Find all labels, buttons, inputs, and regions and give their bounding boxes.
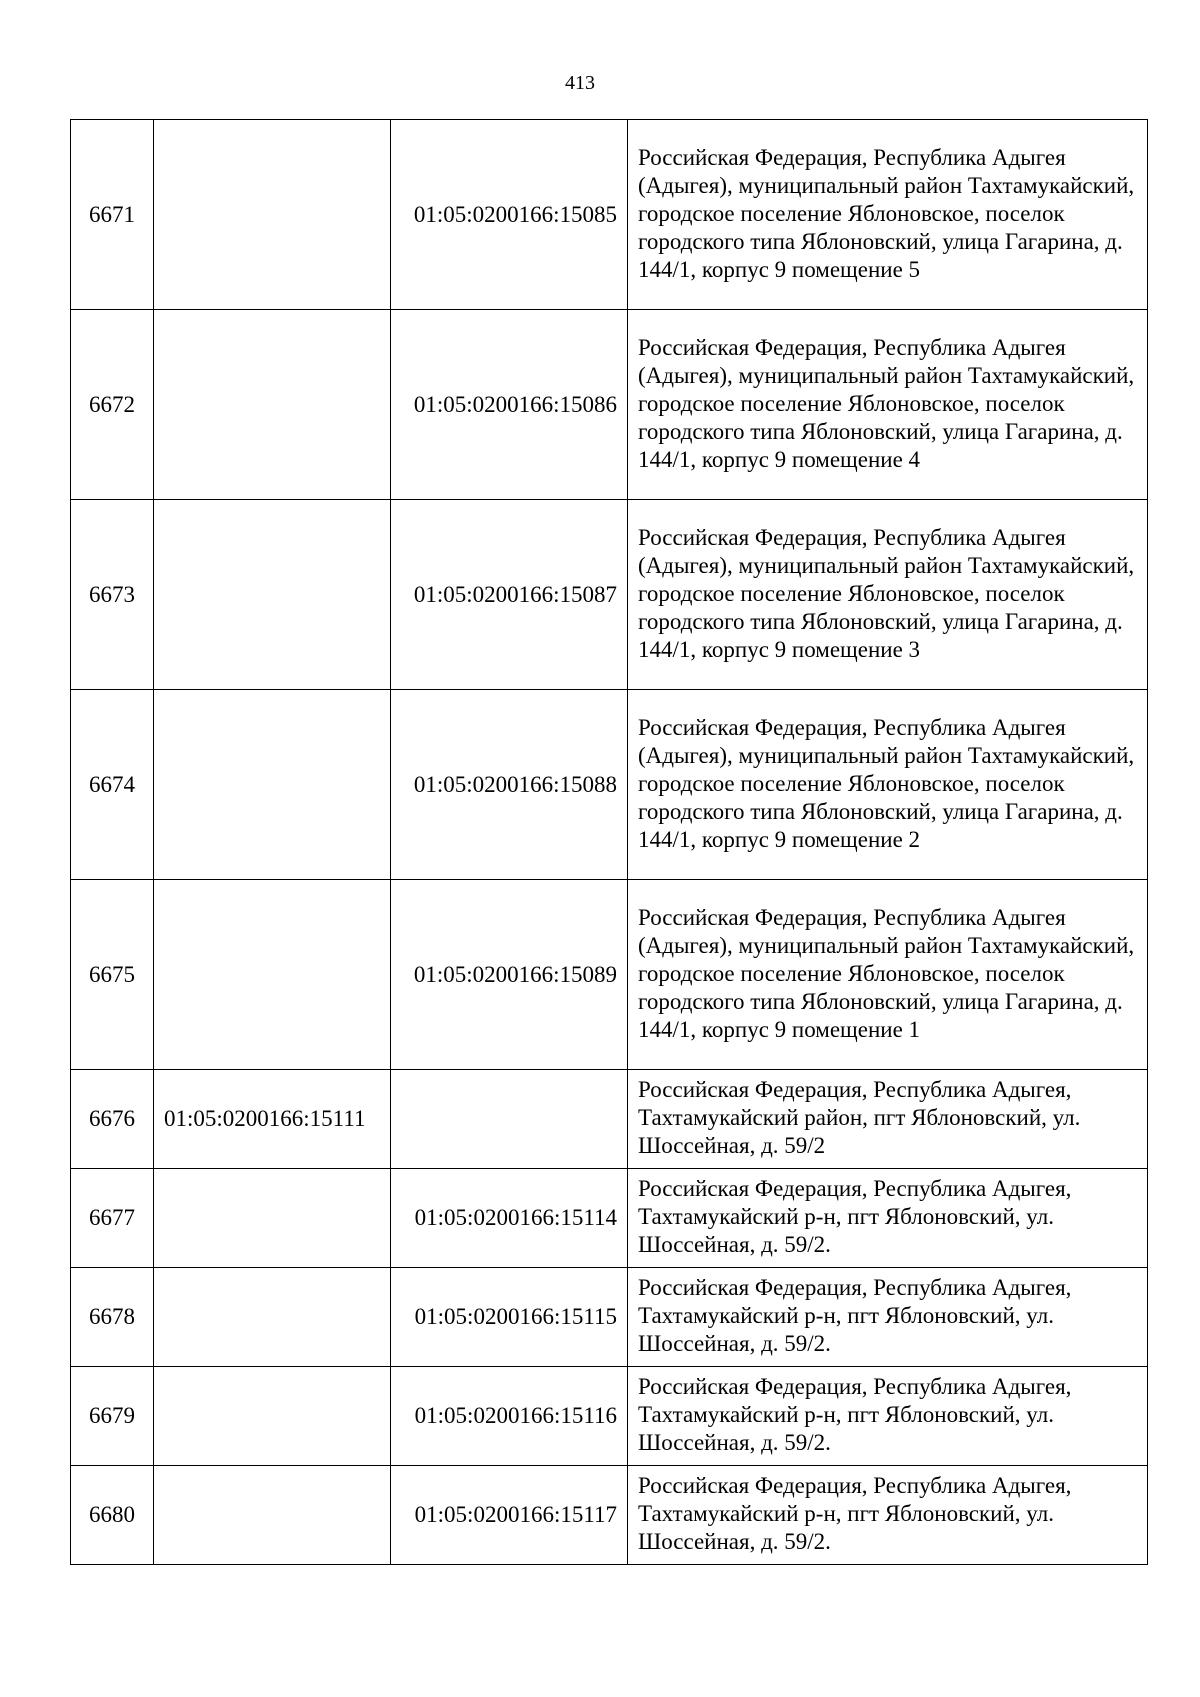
object-cadastral-cell: 01:05:0200166:15114 (391, 1169, 628, 1268)
land-cadastral-cell (154, 120, 391, 310)
row-number-cell: 6677 (71, 1169, 154, 1268)
address-cell: Российская Федерация, Республика Адыгея (Адыгея), муниципальный район Тахтамукайский, городское поселение Яблоновское, поселок городского типа Яблоновский, улица Гагарина, д. 144/1, корпус 9 помещение 2 (628, 690, 1148, 880)
row-number-cell: 6673 (71, 500, 154, 690)
land-cadastral-cell (154, 690, 391, 880)
table-row (71, 310, 1148, 500)
table-row (71, 1466, 1148, 1565)
object-cadastral-cell: 01:05:0200166:15088 (391, 690, 628, 880)
object-cadastral-cell: 01:05:0200166:15085 (391, 120, 628, 310)
object-cadastral-cell: 01:05:0200166:15087 (391, 500, 628, 690)
address-cell: Российская Федерация, Республика Адыгея, Тахтамукайский р-н, пгт Яблоновский, ул. Шоссейная, д. 59/2. (628, 1169, 1148, 1268)
registry-table (70, 119, 1148, 1565)
page-number: 413 (565, 72, 595, 94)
address-cell: Российская Федерация, Республика Адыгея, Тахтамукайский р-н, пгт Яблоновский, ул. Шоссейная, д. 59/2. (628, 1367, 1148, 1466)
object-cadastral-cell: 01:05:0200166:15115 (391, 1268, 628, 1367)
row-number-cell: 6672 (71, 310, 154, 500)
object-cadastral-cell (391, 1070, 628, 1169)
land-cadastral-cell: 01:05:0200166:15111 (154, 1070, 391, 1169)
land-cadastral-cell (154, 1268, 391, 1367)
address-cell: Российская Федерация, Республика Адыгея (Адыгея), муниципальный район Тахтамукайский, городское поселение Яблоновское, поселок городского типа Яблоновский, улица Гагарина, д. 144/1, корпус 9 помещение 4 (628, 310, 1148, 500)
row-number-cell: 6676 (71, 1070, 154, 1169)
row-number-cell: 6675 (71, 880, 154, 1070)
registry-table-body (71, 120, 1148, 1565)
object-cadastral-cell: 01:05:0200166:15089 (391, 880, 628, 1070)
land-cadastral-cell (154, 310, 391, 500)
row-number-cell: 6671 (71, 120, 154, 310)
address-cell: Российская Федерация, Республика Адыгея, Тахтамукайский район, пгт Яблоновский, ул. Шоссейная, д. 59/2 (628, 1070, 1148, 1169)
land-cadastral-cell (154, 1169, 391, 1268)
table-row (71, 500, 1148, 690)
land-cadastral-cell (154, 500, 391, 690)
table-row (71, 1169, 1148, 1268)
object-cadastral-cell: 01:05:0200166:15086 (391, 310, 628, 500)
land-cadastral-cell (154, 1367, 391, 1466)
table-row (71, 120, 1148, 310)
address-cell: Российская Федерация, Республика Адыгея, Тахтамукайский р-н, пгт Яблоновский, ул. Шоссейная, д. 59/2. (628, 1466, 1148, 1565)
land-cadastral-cell (154, 880, 391, 1070)
row-number-cell: 6678 (71, 1268, 154, 1367)
table-row (71, 1070, 1148, 1169)
row-number-cell: 6679 (71, 1367, 154, 1466)
object-cadastral-cell: 01:05:0200166:15117 (391, 1466, 628, 1565)
table-row (71, 1367, 1148, 1466)
table-row (71, 1268, 1148, 1367)
address-cell: Российская Федерация, Республика Адыгея (Адыгея), муниципальный район Тахтамукайский, городское поселение Яблоновское, поселок городского типа Яблоновский, улица Гагарина, д. 144/1, корпус 9 помещение 3 (628, 500, 1148, 690)
table-row (71, 690, 1148, 880)
land-cadastral-cell (154, 1466, 391, 1565)
address-cell: Российская Федерация, Республика Адыгея, Тахтамукайский р-н, пгт Яблоновский, ул. Шоссейная, д. 59/2. (628, 1268, 1148, 1367)
address-cell: Российская Федерация, Республика Адыгея (Адыгея), муниципальный район Тахтамукайский, городское поселение Яблоновское, поселок городского типа Яблоновский, улица Гагарина, д. 144/1, корпус 9 помещение 1 (628, 880, 1148, 1070)
table-row (71, 880, 1148, 1070)
address-cell: Российская Федерация, Республика Адыгея (Адыгея), муниципальный район Тахтамукайский, городское поселение Яблоновское, поселок городского типа Яблоновский, улица Гагарина, д. 144/1, корпус 9 помещение 5 (628, 120, 1148, 310)
row-number-cell: 6674 (71, 690, 154, 880)
object-cadastral-cell: 01:05:0200166:15116 (391, 1367, 628, 1466)
row-number-cell: 6680 (71, 1466, 154, 1565)
